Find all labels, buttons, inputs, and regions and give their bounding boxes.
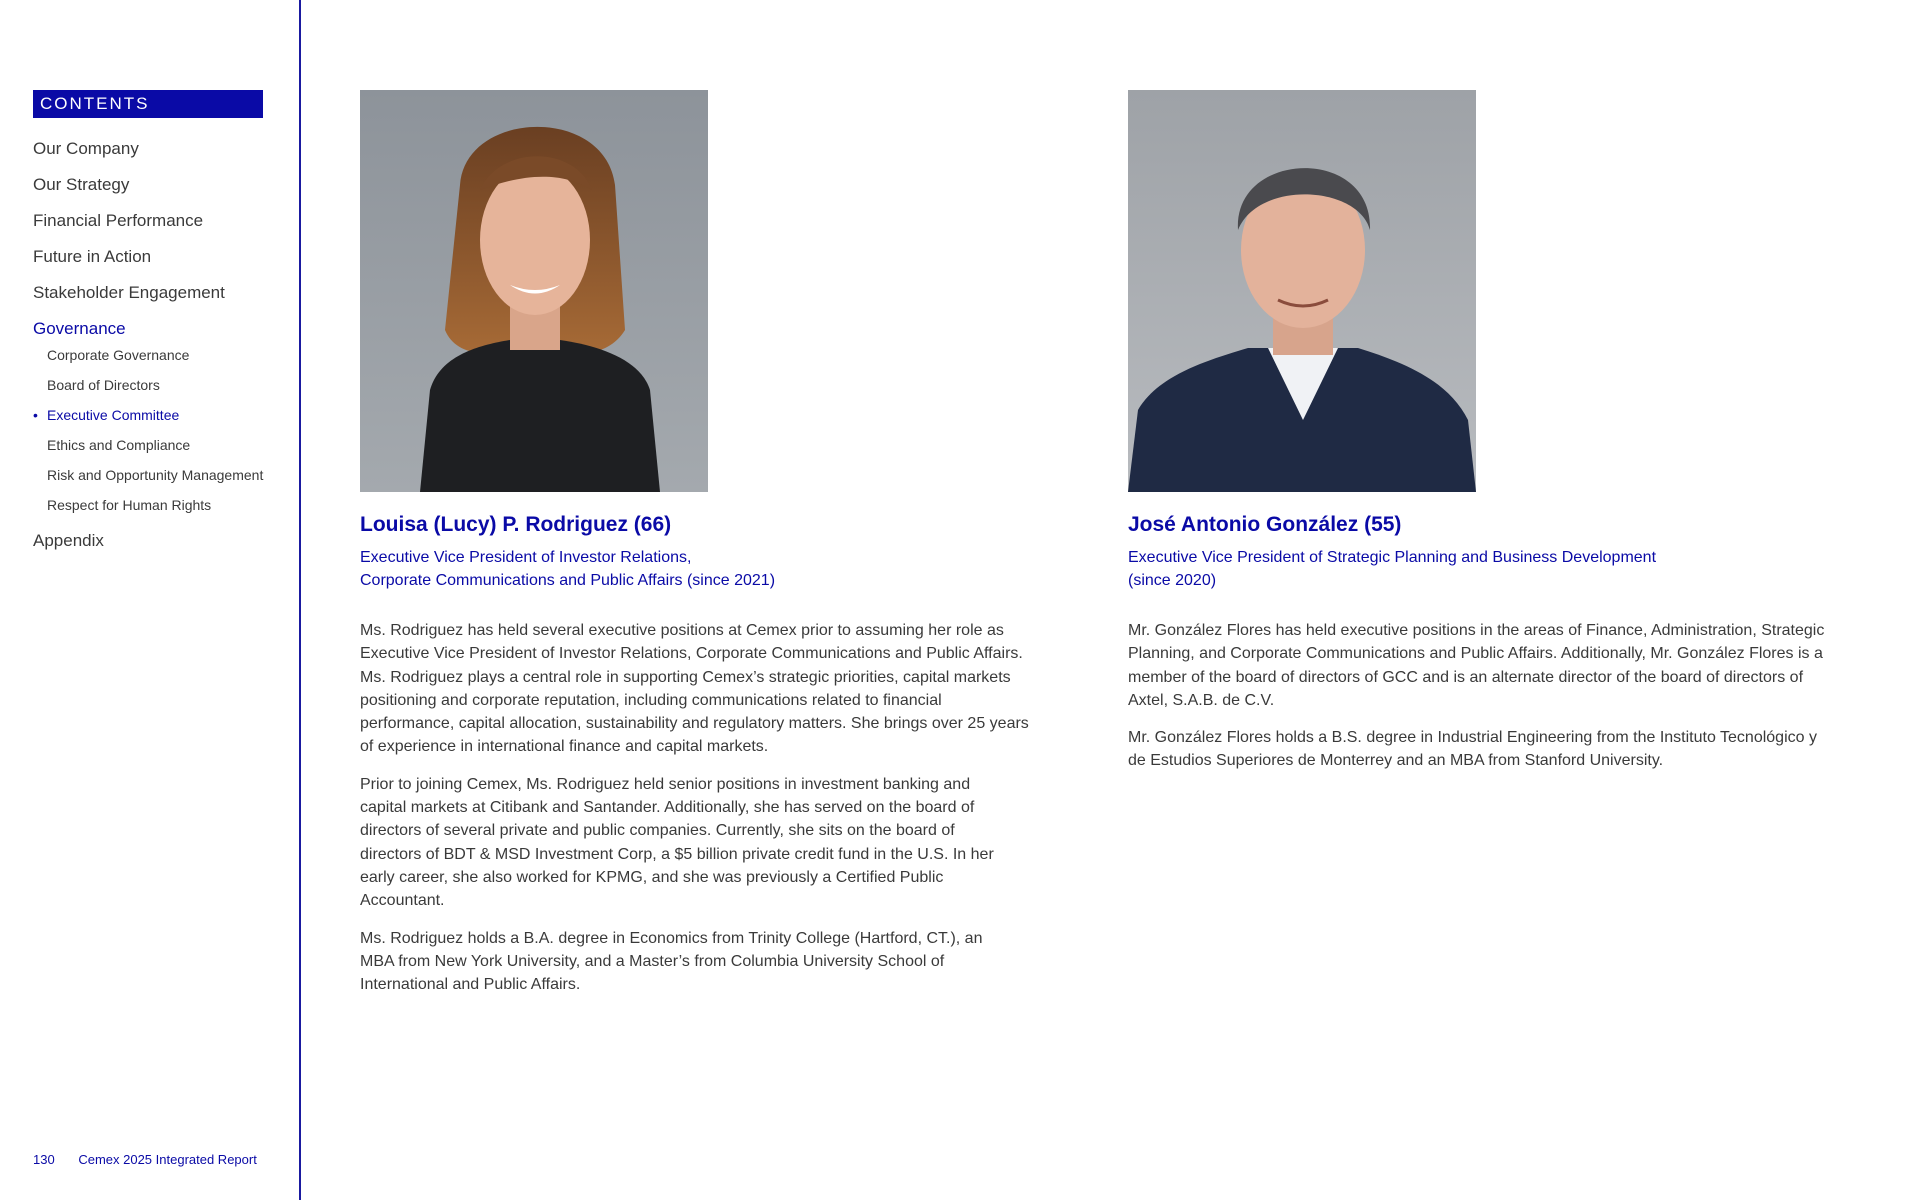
toc-sub-ethics-and-compliance[interactable]: Ethics and Compliance	[47, 437, 191, 453]
portrait-photo-gonzalez	[1128, 90, 1476, 492]
table-of-contents	[33, 135, 293, 563]
executive-title	[1128, 546, 1828, 592]
contents-header: CONTENTS	[33, 90, 263, 118]
toc-item-future-in-action[interactable]: Future in Action	[33, 247, 152, 266]
page-number: 130	[33, 1152, 55, 1167]
bio-paragraph: Prior to joining Cemex, Ms. Rodriguez held senior positions in investment banking and capital markets at Citibank and Santander. Additionally, she has served on the board of directors of several private and public companies. Currently, she sits on the board of directors of BDT & MSD Investment Corp, a $5 billion private credit fund in the U.S. In her early career, she also worked for KPMG, and she was previously a Certified Public Accountant.	[360, 775, 994, 910]
bio-paragraph: Mr. González Flores holds a B.S. degree in Industrial Engineering from the Instituto Tecnológico y de Estudios Superiores de Monterrey and an MBA from Stanford University.	[1128, 729, 1817, 770]
toc-item-our-company[interactable]: Our Company	[33, 139, 139, 158]
executive-bio	[1128, 619, 1828, 773]
toc-item-our-strategy[interactable]: Our Strategy	[33, 175, 130, 194]
executive-title-line: (since 2020)	[1128, 572, 1217, 589]
bio-paragraph: Ms. Rodriguez holds a B.A. degree in Economics from Trinity College (Hartford, CT.), an MBA from New York University, and a Master’s from Columbia University School of International and Public Affairs.	[360, 929, 983, 994]
bio-paragraph: Ms. Rodriguez has held several executive positions at Cemex prior to assuming her role as Executive Vice President of Investor Relations, Corporate Communications and Public Affairs. Ms. Rodriguez plays a central role in supporting Cemex’s strategic priorities, capital markets positioning and corporate reputation, including communications related to financial performance, capital allocation, sustainability and regulatory matters. She brings over 25 years of experience in international finance and capital markets.	[360, 622, 1029, 756]
active-bullet-icon: •	[33, 407, 38, 423]
executive-title-line: Corporate Communications and Public Affairs (since 2021)	[360, 572, 776, 589]
executive-bio	[360, 619, 1036, 996]
page-footer	[33, 1152, 257, 1167]
toc-item-appendix[interactable]: Appendix	[33, 531, 104, 550]
executive-title-line: Executive Vice President of Investor Relations,	[360, 549, 692, 566]
executive-profile-rodriguez	[360, 512, 1040, 1010]
executive-profile-gonzalez	[1128, 512, 1828, 787]
executive-title-line: Executive Vice President of Strategic Planning and Business Development	[1128, 549, 1657, 566]
toc-sub-human-rights[interactable]: Respect for Human Rights	[47, 497, 212, 513]
executive-name: Louisa (Lucy) P. Rodriguez (66)	[360, 513, 672, 536]
toc-sub-board-of-directors[interactable]: Board of Directors	[47, 377, 160, 393]
toc-sub-label: Executive Committee	[47, 407, 180, 423]
sidebar-nav	[0, 0, 301, 1200]
toc-sub-risk-and-opportunity[interactable]: Risk and Opportunity Management	[47, 467, 264, 483]
executive-title	[360, 546, 1040, 592]
executive-name: José Antonio González (55)	[1128, 513, 1402, 536]
toc-sub-corporate-governance[interactable]: Corporate Governance	[47, 347, 190, 363]
toc-item-governance[interactable]: Governance	[33, 319, 126, 338]
report-title: Cemex 2025 Integrated Report	[78, 1152, 257, 1167]
toc-sub-executive-committee[interactable]	[33, 405, 293, 435]
bio-paragraph: Mr. González Flores has held executive positions in the areas of Finance, Administration, Strategic Planning, and Corporate Communications and Public Affairs. Additionally, Mr. González Flores is a member of the board of directors of GCC and is an alternate director of the board of directors of Axtel, S.A.B. de C.V.	[1128, 622, 1825, 709]
portrait-photo-rodriguez	[360, 90, 708, 492]
toc-item-financial-performance[interactable]: Financial Performance	[33, 211, 204, 230]
toc-item-stakeholder-engagement[interactable]: Stakeholder Engagement	[33, 283, 225, 302]
